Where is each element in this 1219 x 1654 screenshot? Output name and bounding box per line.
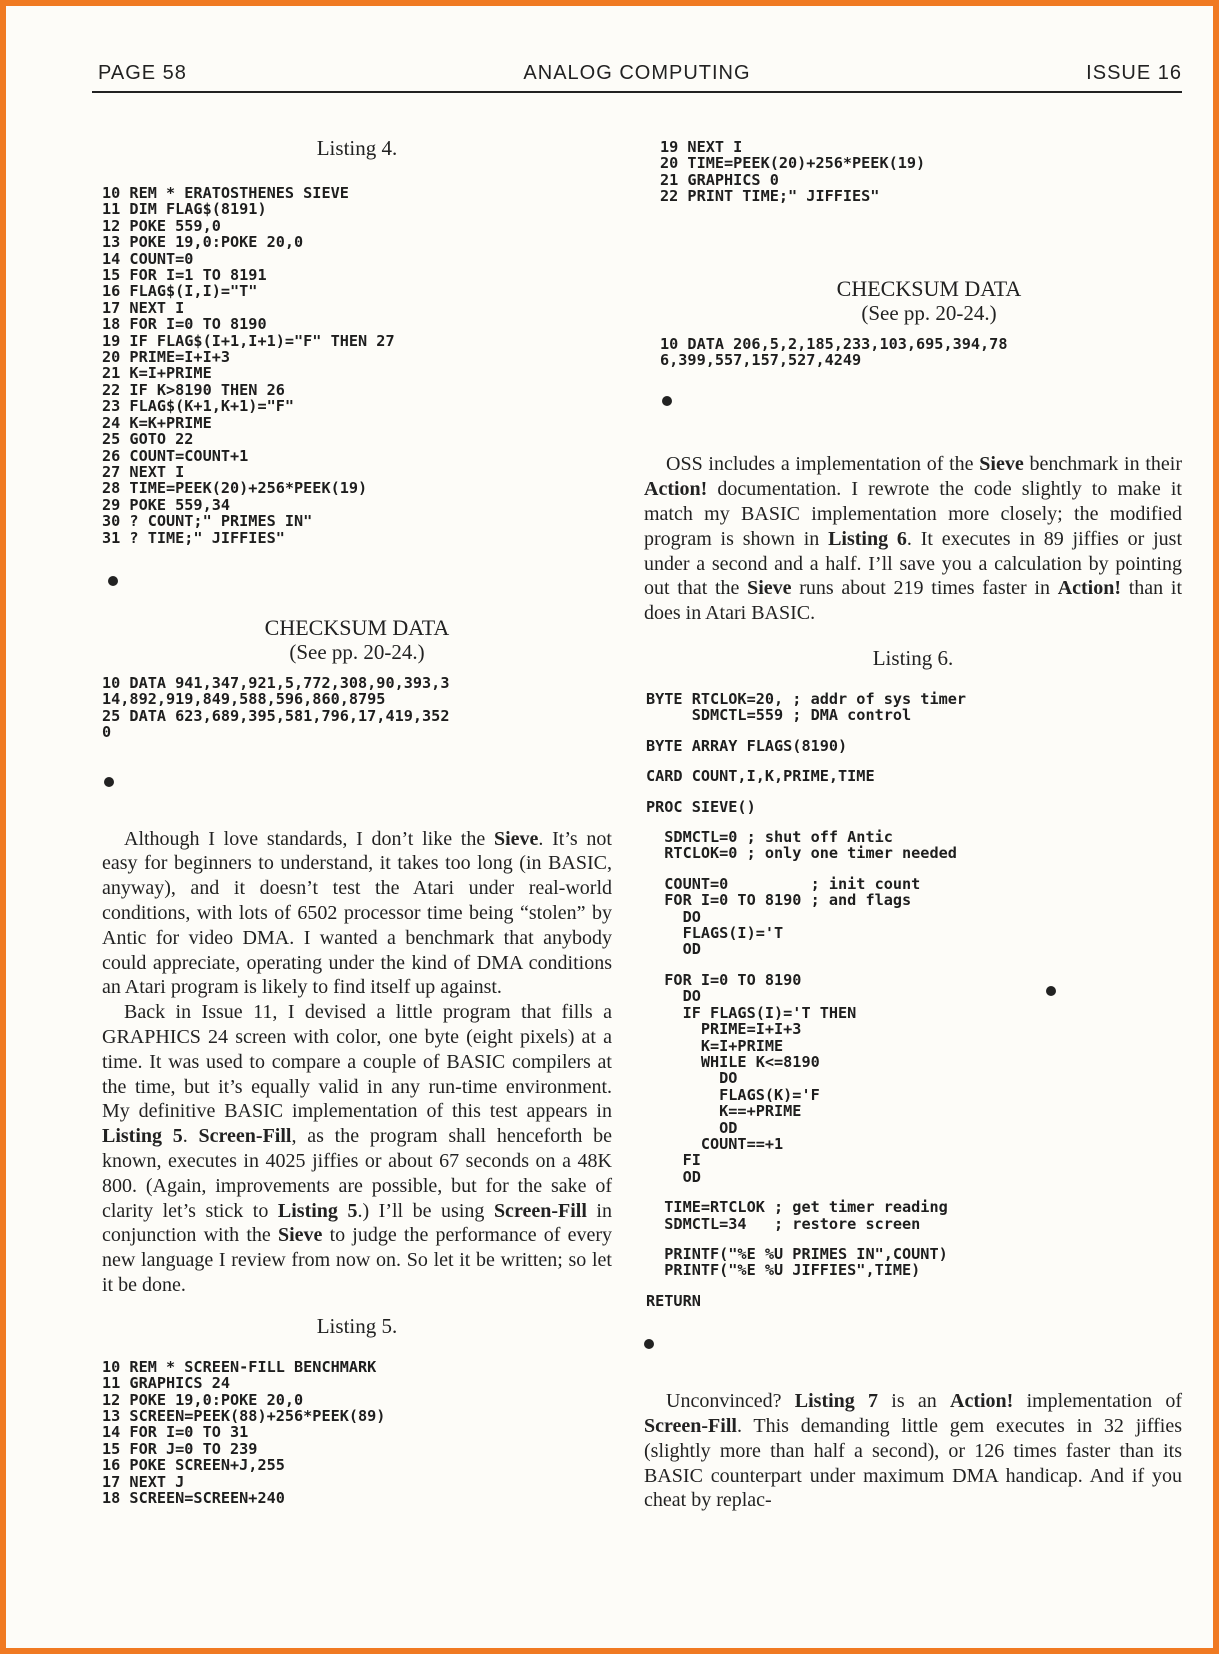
listing-4-title: Listing 4. <box>316 136 398 160</box>
checksum-title-right: CHECKSUM DATA <box>836 275 1022 301</box>
issue-number: ISSUE 16 <box>1086 62 1182 84</box>
paragraph-unconvinced: Unconvinced? Listing 7 is an Action! implementation of Screen-Fill. This demanding little gem executes in 32 jiffies (slightly more than half a second), or 126 times faster than its BASIC counterpart under maximum DMA handicap. And if you cheat by replac- <box>644 1390 1183 1512</box>
paragraph-screen-fill: Back in Issue 11, I devised a little program that fills a GRAPHICS 24 screen with color, one byte (eight pixels) at a time. It was used to compare a couple of BASIC compilers at the time, but it’s equally valid in any run-time environment. My definitive BASIC implementation of this test appears in Listing 5. Screen-Fill, as the program shall henceforth be known, executes in 4025 jiffies or about 67 seconds on a 48K 800. (Again, improvements are possible, but for the sake of clarity let’s stick to Listing 5.) I’ll be using Screen-Fill in conjunction with the Sieve to judge the performance of every new language I review from now on. So let it be written; so let it be done. <box>102 1001 612 1296</box>
magazine-page <box>6 6 1213 1648</box>
listing-5-code: 10 REM * SCREEN-FILL BENCHMARK 11 GRAPHICS 24 12 POKE 19,0:POKE 20,0 13 SCREEN=PEEK(88)+256*PEEK(89) 14 FOR I=0 TO 31 15 FOR J=0 TO 239 16 POKE SCREEN+J,255 17 NEXT J 18 SCREEN=SCREEN+240 <box>102 1357 386 1507</box>
listing-6-array: BYTE ARRAY FLAGS(8190) <box>646 736 848 755</box>
right-column <box>644 138 1183 1513</box>
magazine-title: ANALOG COMPUTING <box>523 62 751 84</box>
listing-6-init-loop: COUNT=0 ; init count FOR I=0 TO 8190 ; and flags DO FLAGS(I)='T OD <box>664 874 921 959</box>
checksum-code-left: 10 DATA 941,347,921,5,772,308,90,393,3 14,892,919,849,588,596,860,8795 25 DATA 623,689,395,581,796,17,419,352 0 <box>102 673 450 742</box>
listing-5-title: Listing 5. <box>316 1313 398 1338</box>
section-bullet <box>662 396 672 406</box>
stray-mark <box>1046 986 1056 996</box>
section-bullet <box>644 1339 654 1349</box>
checksum-subtitle-right: (See pp. 20-24.) <box>861 300 997 325</box>
listing-6-card: CARD COUNT,I,K,PRIME,TIME <box>646 767 875 786</box>
listing-6-proc: PROC SIEVE() <box>646 797 756 816</box>
page-number: PAGE 58 <box>98 62 187 84</box>
left-column <box>102 136 612 1506</box>
listing-6-return: RETURN <box>646 1291 701 1310</box>
listing-6-code <box>646 691 1182 1309</box>
section-bullet <box>108 576 118 586</box>
section-bullet <box>104 777 114 787</box>
checksum-title-left: CHECKSUM DATA <box>264 614 450 640</box>
page-header <box>92 62 1182 92</box>
listing-6-timer: TIME=RTCLOK ; get timer reading SDMCTL=34 ; restore screen <box>664 1198 948 1233</box>
listing-6-print: PRINTF("%E %U PRIMES IN",COUNT) PRINTF("%E %U JIFFIES",TIME) <box>664 1244 948 1280</box>
listing-6-dma-setup: SDMCTL=0 ; shut off Antic RTCLOK=0 ; only one timer needed <box>664 828 957 863</box>
checksum-code-right: 10 DATA 206,5,2,185,233,103,695,394,78 6,399,557,157,527,4249 <box>660 334 1008 370</box>
listing-4-code: 10 REM * ERATOSTHENES SIEVE 11 DIM FLAG$(8191) 12 POKE 559,0 13 POKE 19,0:POKE 20,0 14 COUNT=0 15 FOR I=1 TO 8191 16 FLAG$(I,I)="T" 17 NEXT I 18 FOR I=0 TO 8190 19 IF FLAG$(I+1,I+1)="F" THEN 27 20 PRIME=I+I+3 21 K=I+PRIME 22 IF K>8190 THEN 26 23 FLAG$(K+1,K+1)="F" 24 K=K+PRIME 25 GOTO 22 26 COUNT=COUNT+1 27 NEXT I 28 TIME=PEEK(20)+256*PEEK(19) 29 POKE 559,34 30 ? COUNT;" PRIMES IN" 31 ? TIME;" JIFFIES" <box>102 184 395 547</box>
paragraph-oss-sieve: OSS includes a implementation of the Sieve benchmark in their Action! documentation. I rewrote the code slightly to make it match my BASIC implementation more closely; the modified program is shown in Listing 6. It executes in 89 jiffies or just under a second and a half. I’ll save you a calculation by pointing out that the Sieve runs about 219 times faster in Action! than it does in Atari BASIC. <box>644 453 1182 625</box>
listing-5-continued-code: 19 NEXT I 20 TIME=PEEK(20)+256*PEEK(19) 21 GRAPHICS 0 22 PRINT TIME;" JIFFIES" <box>660 138 926 206</box>
paragraph-sieve-critique: Although I love standards, I don’t like the Sieve. It’s not easy for beginners to understand, it takes too long (in BASIC, anyway), and it doesn’t test the Atari under real-world conditions, with lots of 6502 processor time being “stolen” by Antic for video DMA. I wanted a benchmark that anybody could appreciate, operating under the kind of DMA conditions an Atari program is likely to find itself up against. <box>102 827 612 999</box>
checksum-subtitle-left: (See pp. 20-24.) <box>289 639 425 664</box>
listing-6-declarations: BYTE RTCLOK=20, ; addr of sys timer SDMCTL=559 ; DMA control <box>646 690 967 725</box>
header-rule <box>92 91 1182 93</box>
listing-6-title: Listing 6. <box>872 646 954 671</box>
listing-6-sieve-loop: FOR I=0 TO 8190 DO IF FLAGS(I)='T THEN PRIME=I+I+3 K=I+PRIME WHILE K<=8190 DO FLAGS(K)='F K==+PRIME OD COUNT==+1 FI OD <box>664 970 857 1186</box>
